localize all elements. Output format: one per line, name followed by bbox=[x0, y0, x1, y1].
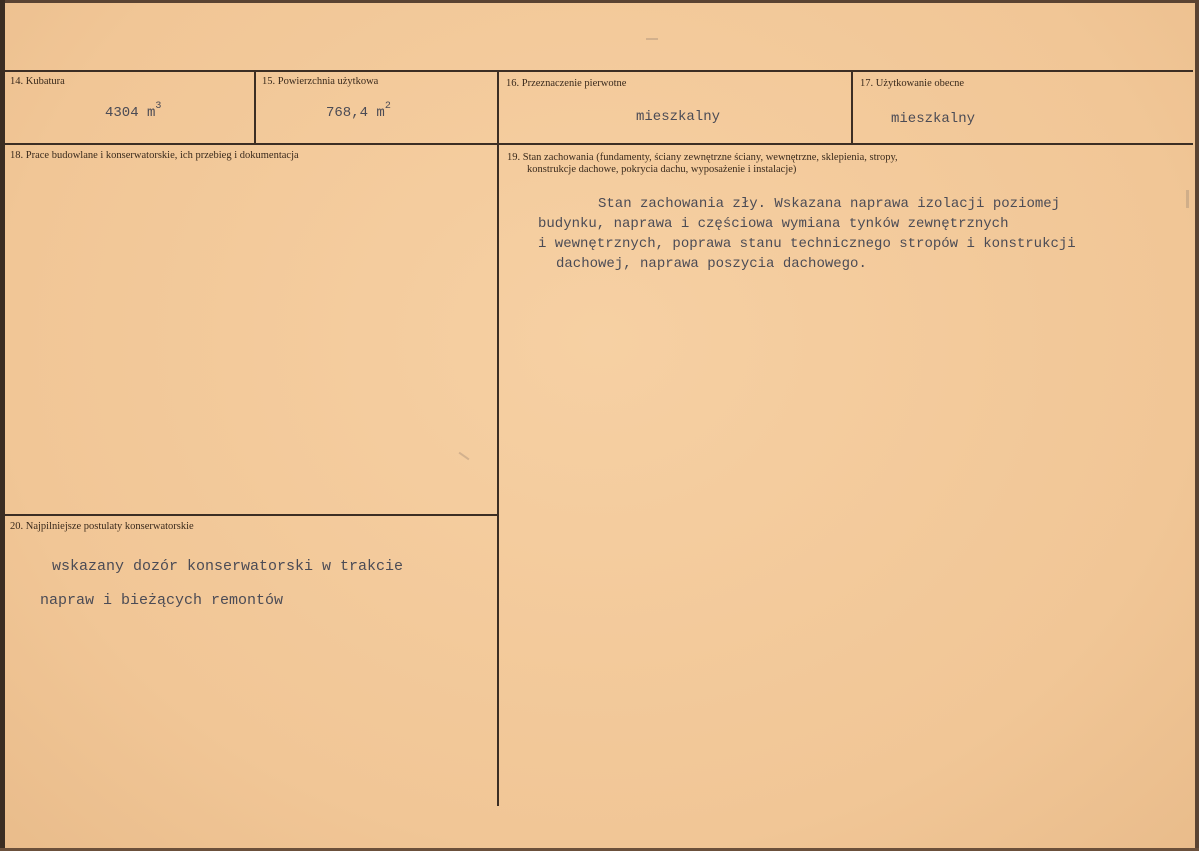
grid-divider-main bbox=[497, 70, 499, 806]
field-17-label: 17. Użytkowanie obecne bbox=[860, 78, 965, 89]
grid-field20-top-line bbox=[5, 514, 498, 516]
field-16-label: 16. Przeznaczenie pierwotne bbox=[506, 78, 627, 89]
field-19-text bbox=[538, 194, 1076, 274]
paper-mark bbox=[646, 38, 658, 40]
card-left-edge bbox=[0, 0, 5, 851]
field-15-label: 15. Powierzchnia użytkowa bbox=[262, 76, 379, 87]
field-15-number: 768,4 m bbox=[326, 105, 385, 121]
grid-top-line bbox=[5, 70, 1193, 72]
field-19-text-line: i wewnętrznych, poprawa stanu technicznego stropów i konstrukcji bbox=[538, 236, 1076, 252]
field-19-text-line: dachowej, naprawa poszycia dachowego. bbox=[556, 256, 867, 272]
field-18-label: 18. Prace budowlane i konserwatorskie, ich przebieg i dokumentacja bbox=[10, 150, 299, 161]
grid-divider-14-15 bbox=[254, 70, 256, 145]
field-14-unit-exponent: 3 bbox=[155, 101, 162, 112]
field-19-label-line1: 19. Stan zachowania (fundamenty, ściany zewnętrzne ściany, wewnętrzne, sklepienia, stropy, bbox=[507, 152, 898, 163]
grid-row1-bottom-line bbox=[5, 143, 1193, 145]
field-14-value bbox=[105, 101, 162, 121]
field-19-label-line2: konstrukcje dachowe, pokrycia dachu, wyposażenie i instalacje) bbox=[527, 164, 797, 175]
field-19-text-line: budynku, naprawa i częściowa wymiana tynków zewnętrznych bbox=[538, 216, 1009, 232]
field-15-unit-exponent: 2 bbox=[384, 101, 391, 112]
field-20-text-line: napraw i bieżących remontów bbox=[40, 592, 284, 609]
card-right-edge bbox=[1195, 0, 1199, 851]
field-20-text-line: wskazany dozór konserwatorski w trakcie bbox=[52, 558, 404, 575]
paper-mark bbox=[459, 452, 470, 461]
grid-divider-16-17 bbox=[851, 70, 853, 145]
field-15-value bbox=[326, 101, 391, 121]
field-17-value: mieszkalny bbox=[891, 111, 976, 127]
paper-mark bbox=[1186, 190, 1189, 208]
field-20-label: 20. Najpilniejsze postulaty konserwatorskie bbox=[10, 521, 194, 532]
card-top-edge bbox=[0, 0, 1199, 3]
field-19-text-line: Stan zachowania zły. Wskazana naprawa izolacji poziomej bbox=[598, 196, 1061, 212]
field-14-number: 4304 m bbox=[105, 105, 156, 121]
field-16-value: mieszkalny bbox=[636, 109, 721, 125]
field-14-label: 14. Kubatura bbox=[10, 76, 65, 87]
